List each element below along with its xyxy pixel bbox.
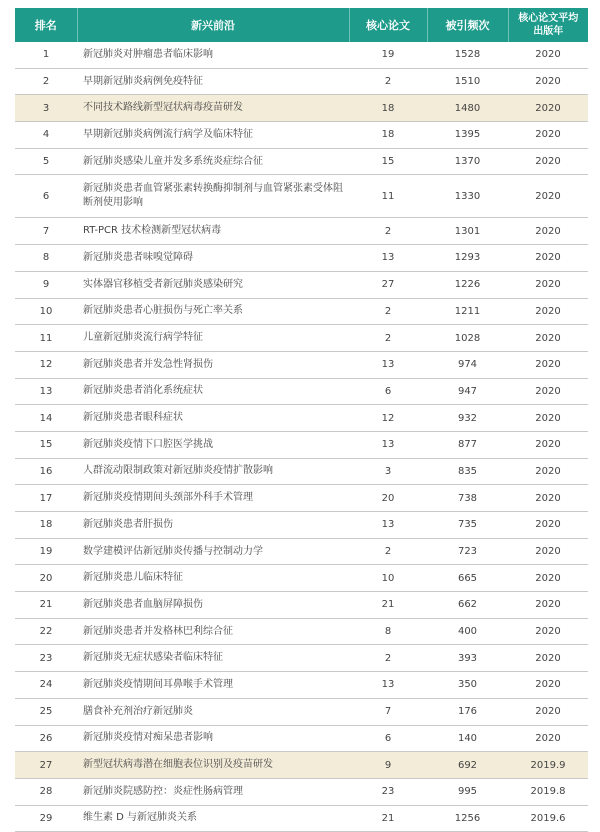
- title-cell: 新冠肺炎疫情对痴呆患者影响: [77, 725, 349, 752]
- title-cell: 新冠肺炎疫情下口腔医学挑战: [77, 431, 349, 458]
- title-cell: 新冠肺炎疫情期间头颈部外科手术管理: [77, 485, 349, 512]
- core-papers-cell: 2: [349, 645, 427, 672]
- core-papers-cell: 13: [349, 672, 427, 699]
- table-row: [15, 405, 588, 432]
- rank-cell: 27: [15, 752, 77, 779]
- table-body: [15, 42, 588, 832]
- title-cell: 维生素 D 与新冠肺炎关系: [77, 805, 349, 832]
- title-cell: RT-PCR 技术检测新型冠状病毒: [77, 218, 349, 245]
- emerging-frontiers-table: [15, 8, 588, 832]
- avg-year-cell: 2020: [508, 351, 588, 378]
- rank-cell: 4: [15, 122, 77, 149]
- header-title: 新兴前沿: [77, 8, 349, 42]
- table-row: [15, 538, 588, 565]
- citations-cell: 995: [427, 778, 508, 805]
- rank-cell: 22: [15, 618, 77, 645]
- title-cell: 新冠肺炎患儿临床特征: [77, 565, 349, 592]
- citations-cell: 350: [427, 672, 508, 699]
- citations-cell: 735: [427, 512, 508, 539]
- title-cell: 儿童新冠肺炎流行病学特征: [77, 325, 349, 352]
- table-row: [15, 175, 588, 218]
- rank-cell: 18: [15, 512, 77, 539]
- rank-cell: 17: [15, 485, 77, 512]
- title-cell: 新型冠状病毒潜在细胞表位识别及疫苗研发: [77, 752, 349, 779]
- rank-cell: 21: [15, 592, 77, 619]
- core-papers-cell: 10: [349, 565, 427, 592]
- table-row: [15, 565, 588, 592]
- core-papers-cell: 9: [349, 752, 427, 779]
- avg-year-cell: 2020: [508, 175, 588, 218]
- citations-cell: 974: [427, 351, 508, 378]
- rank-cell: 26: [15, 725, 77, 752]
- avg-year-cell: 2020: [508, 245, 588, 272]
- title-cell: 实体器官移植受者新冠肺炎感染研究: [77, 271, 349, 298]
- title-cell: 新冠肺炎疫情期间耳鼻喉手术管理: [77, 672, 349, 699]
- citations-cell: 176: [427, 698, 508, 725]
- table-row: [15, 245, 588, 272]
- table-row: [15, 298, 588, 325]
- table-row: [15, 512, 588, 539]
- table-row: [15, 778, 588, 805]
- citations-cell: 1211: [427, 298, 508, 325]
- citations-cell: 140: [427, 725, 508, 752]
- table-header-row: [15, 8, 588, 42]
- title-cell: 新冠肺炎对肿瘤患者临床影响: [77, 42, 349, 68]
- citations-cell: 1293: [427, 245, 508, 272]
- table-row: [15, 698, 588, 725]
- rank-cell: 5: [15, 148, 77, 175]
- title-cell: 数学建模评估新冠肺炎传播与控制动力学: [77, 538, 349, 565]
- avg-year-cell: 2020: [508, 485, 588, 512]
- core-papers-cell: 6: [349, 725, 427, 752]
- citations-cell: 1480: [427, 95, 508, 122]
- citations-cell: 932: [427, 405, 508, 432]
- avg-year-cell: 2020: [508, 378, 588, 405]
- title-cell: 新冠肺炎感染儿童并发多系统炎症综合征: [77, 148, 349, 175]
- rank-cell: 19: [15, 538, 77, 565]
- core-papers-cell: 13: [349, 431, 427, 458]
- table-row: [15, 325, 588, 352]
- citations-cell: 393: [427, 645, 508, 672]
- avg-year-cell: 2020: [508, 325, 588, 352]
- rank-cell: 8: [15, 245, 77, 272]
- core-papers-cell: 13: [349, 512, 427, 539]
- avg-year-cell: 2020: [508, 618, 588, 645]
- rank-cell: 9: [15, 271, 77, 298]
- rank-cell: 20: [15, 565, 77, 592]
- core-papers-cell: 18: [349, 95, 427, 122]
- table-row: [15, 752, 588, 779]
- citations-cell: 1226: [427, 271, 508, 298]
- rank-cell: 16: [15, 458, 77, 485]
- rank-cell: 15: [15, 431, 77, 458]
- title-cell: 早期新冠肺炎病例流行病学及临床特征: [77, 122, 349, 149]
- core-papers-cell: 3: [349, 458, 427, 485]
- table-row: [15, 805, 588, 832]
- citations-cell: 1528: [427, 42, 508, 68]
- title-cell: 新冠肺炎患者并发急性肾损伤: [77, 351, 349, 378]
- title-cell: 人群流动限制政策对新冠肺炎疫情扩散影响: [77, 458, 349, 485]
- citations-cell: 738: [427, 485, 508, 512]
- header-rank: 排名: [15, 8, 77, 42]
- title-cell: 新冠肺炎患者眼科症状: [77, 405, 349, 432]
- citations-cell: 947: [427, 378, 508, 405]
- table-row: [15, 122, 588, 149]
- core-papers-cell: 20: [349, 485, 427, 512]
- title-cell: 新冠肺炎患者并发格林巴利综合征: [77, 618, 349, 645]
- core-papers-cell: 21: [349, 592, 427, 619]
- core-papers-cell: 15: [349, 148, 427, 175]
- core-papers-cell: 2: [349, 538, 427, 565]
- rank-cell: 6: [15, 175, 77, 218]
- rank-cell: 2: [15, 68, 77, 95]
- title-cell: 不同技术路线新型冠状病毒疫苗研发: [77, 95, 349, 122]
- title-cell: 新冠肺炎患者味嗅觉障碍: [77, 245, 349, 272]
- avg-year-cell: 2020: [508, 512, 588, 539]
- title-cell: 新冠肺炎患者血管紧张素转换酶抑制剂与血管紧张素受体阻断剂使用影响: [77, 175, 349, 218]
- citations-cell: 835: [427, 458, 508, 485]
- core-papers-cell: 19: [349, 42, 427, 68]
- avg-year-cell: 2020: [508, 565, 588, 592]
- avg-year-cell: 2020: [508, 672, 588, 699]
- table-row: [15, 148, 588, 175]
- header-avg-year-line1: 核心论文平均: [518, 13, 579, 24]
- avg-year-cell: 2020: [508, 68, 588, 95]
- core-papers-cell: 12: [349, 405, 427, 432]
- table-row: [15, 672, 588, 699]
- core-papers-cell: 21: [349, 805, 427, 832]
- rank-cell: 13: [15, 378, 77, 405]
- table-row: [15, 68, 588, 95]
- title-cell: 新冠肺炎无症状感染者临床特征: [77, 645, 349, 672]
- core-papers-cell: 6: [349, 378, 427, 405]
- table-row: [15, 431, 588, 458]
- title-cell: 新冠肺炎患者肝损伤: [77, 512, 349, 539]
- table-row: [15, 725, 588, 752]
- rank-cell: 29: [15, 805, 77, 832]
- citations-cell: 400: [427, 618, 508, 645]
- avg-year-cell: 2020: [508, 698, 588, 725]
- citations-cell: 1256: [427, 805, 508, 832]
- rank-cell: 28: [15, 778, 77, 805]
- core-papers-cell: 2: [349, 298, 427, 325]
- avg-year-cell: 2020: [508, 431, 588, 458]
- avg-year-cell: 2019.9: [508, 752, 588, 779]
- header-avg-year: [508, 8, 588, 42]
- avg-year-cell: 2020: [508, 725, 588, 752]
- rank-cell: 25: [15, 698, 77, 725]
- title-cell: 新冠肺炎患者消化系统症状: [77, 378, 349, 405]
- rank-cell: 11: [15, 325, 77, 352]
- rank-cell: 3: [15, 95, 77, 122]
- citations-cell: 1330: [427, 175, 508, 218]
- header-citations: 被引频次: [427, 8, 508, 42]
- core-papers-cell: 18: [349, 122, 427, 149]
- avg-year-cell: 2020: [508, 95, 588, 122]
- table-row: [15, 351, 588, 378]
- table-row: [15, 645, 588, 672]
- rank-cell: 10: [15, 298, 77, 325]
- avg-year-cell: 2020: [508, 538, 588, 565]
- avg-year-cell: 2020: [508, 458, 588, 485]
- table-row: [15, 485, 588, 512]
- frontier-table-container: [15, 8, 588, 832]
- avg-year-cell: 2020: [508, 298, 588, 325]
- table-row: [15, 618, 588, 645]
- citations-cell: 1395: [427, 122, 508, 149]
- avg-year-cell: 2020: [508, 405, 588, 432]
- citations-cell: 1370: [427, 148, 508, 175]
- title-cell: 早期新冠肺炎病例免疫特征: [77, 68, 349, 95]
- avg-year-cell: 2020: [508, 645, 588, 672]
- title-cell: 新冠肺炎院感防控：炎症性肠病管理: [77, 778, 349, 805]
- rank-cell: 14: [15, 405, 77, 432]
- table-row: [15, 592, 588, 619]
- table-row: [15, 218, 588, 245]
- core-papers-cell: 8: [349, 618, 427, 645]
- table-row: [15, 378, 588, 405]
- citations-cell: 723: [427, 538, 508, 565]
- avg-year-cell: 2020: [508, 218, 588, 245]
- table-row: [15, 95, 588, 122]
- citations-cell: 665: [427, 565, 508, 592]
- core-papers-cell: 13: [349, 245, 427, 272]
- citations-cell: 877: [427, 431, 508, 458]
- core-papers-cell: 2: [349, 68, 427, 95]
- table-row: [15, 271, 588, 298]
- rank-cell: 1: [15, 42, 77, 68]
- table-row: [15, 42, 588, 68]
- avg-year-cell: 2019.8: [508, 778, 588, 805]
- header-avg-year-line2: 出版年: [533, 26, 564, 37]
- core-papers-cell: 11: [349, 175, 427, 218]
- avg-year-cell: 2020: [508, 271, 588, 298]
- title-cell: 膳食补充剂治疗新冠肺炎: [77, 698, 349, 725]
- core-papers-cell: 2: [349, 325, 427, 352]
- title-cell: 新冠肺炎患者心脏损伤与死亡率关系: [77, 298, 349, 325]
- table-row: [15, 458, 588, 485]
- citations-cell: 1510: [427, 68, 508, 95]
- citations-cell: 1028: [427, 325, 508, 352]
- header-core-papers: 核心论文: [349, 8, 427, 42]
- avg-year-cell: 2019.6: [508, 805, 588, 832]
- core-papers-cell: 2: [349, 218, 427, 245]
- citations-cell: 662: [427, 592, 508, 619]
- rank-cell: 12: [15, 351, 77, 378]
- rank-cell: 23: [15, 645, 77, 672]
- core-papers-cell: 13: [349, 351, 427, 378]
- core-papers-cell: 23: [349, 778, 427, 805]
- avg-year-cell: 2020: [508, 148, 588, 175]
- citations-cell: 692: [427, 752, 508, 779]
- title-cell: 新冠肺炎患者血脑屏障损伤: [77, 592, 349, 619]
- avg-year-cell: 2020: [508, 42, 588, 68]
- rank-cell: 7: [15, 218, 77, 245]
- rank-cell: 24: [15, 672, 77, 699]
- avg-year-cell: 2020: [508, 122, 588, 149]
- citations-cell: 1301: [427, 218, 508, 245]
- core-papers-cell: 7: [349, 698, 427, 725]
- core-papers-cell: 27: [349, 271, 427, 298]
- avg-year-cell: 2020: [508, 592, 588, 619]
